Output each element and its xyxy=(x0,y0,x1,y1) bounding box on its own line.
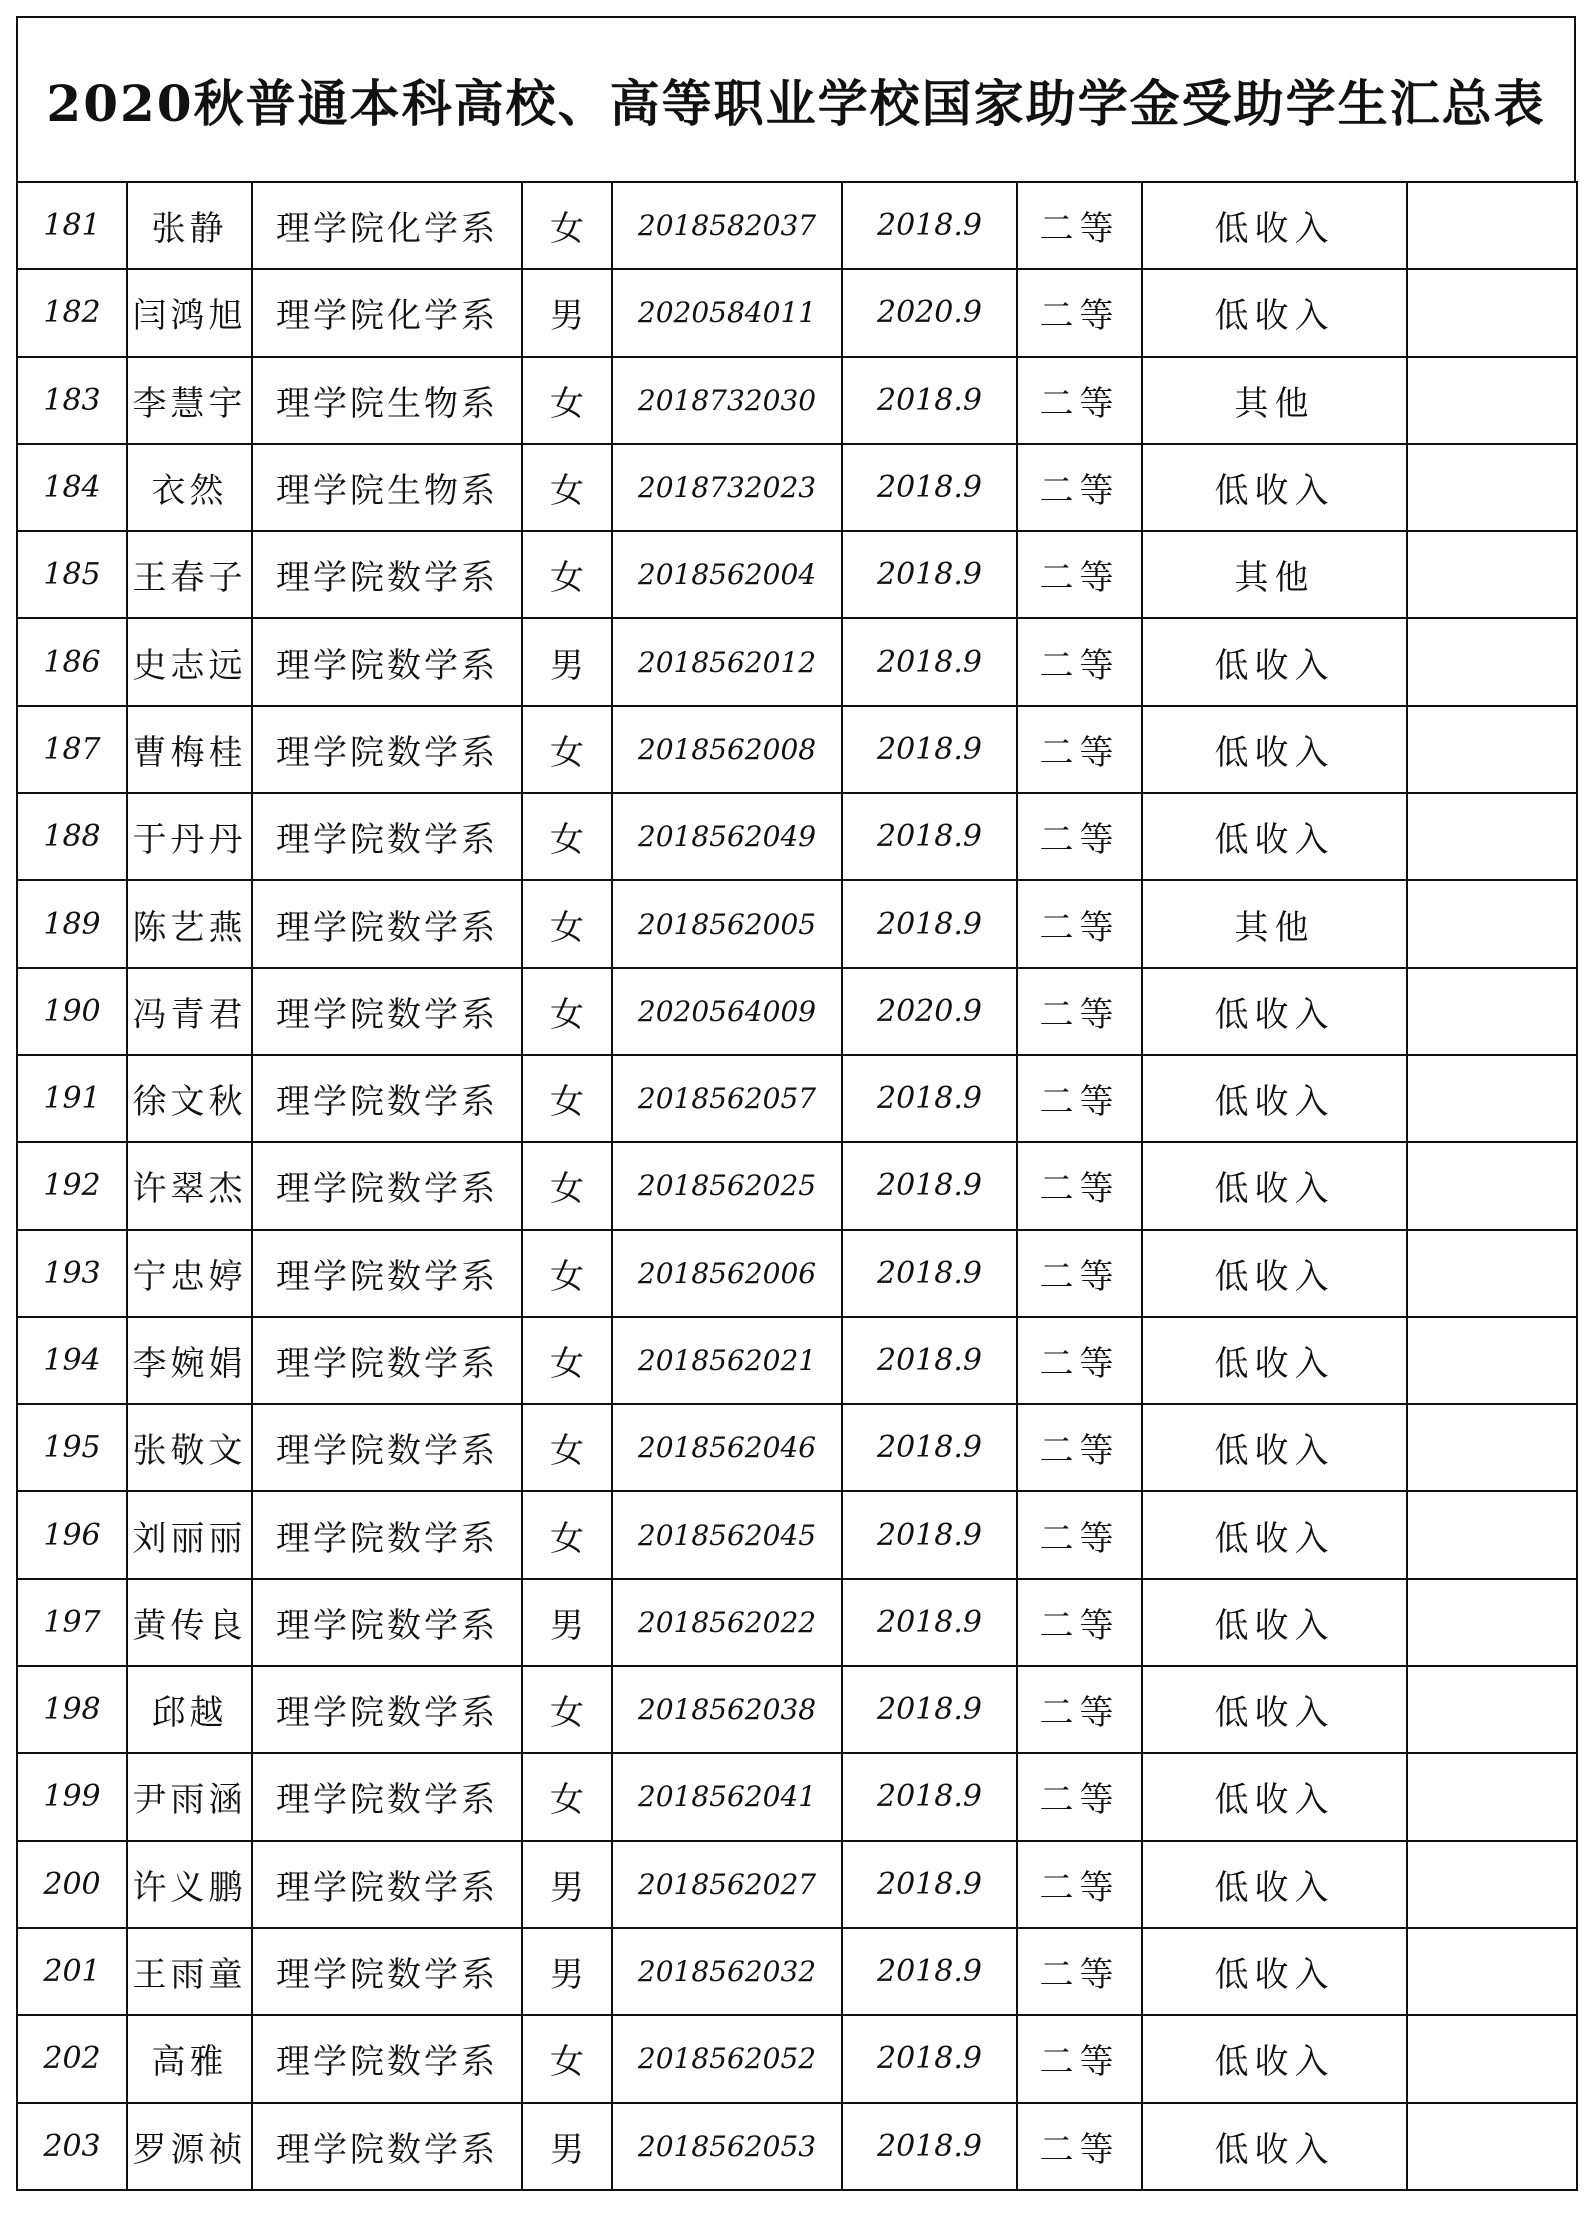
remarks-cell xyxy=(1407,444,1577,531)
document-title: 2020秋普通本科高校、高等职业学校国家助学金受助学生汇总表 xyxy=(46,73,1546,133)
enrollment-year-cell: 2018.9 xyxy=(842,1579,1017,1666)
enrollment-year-cell: 2018.9 xyxy=(842,1317,1017,1404)
remarks-cell xyxy=(1407,706,1577,793)
student-name-cell: 冯青君 xyxy=(127,968,252,1055)
row-number-cell: 187 xyxy=(17,706,127,793)
department-cell: 理学院生物系 xyxy=(252,444,522,531)
gender-cell: 女 xyxy=(522,1317,612,1404)
remarks-cell xyxy=(1407,1404,1577,1491)
department-cell: 理学院生物系 xyxy=(252,357,522,444)
gender-cell: 女 xyxy=(522,968,612,1055)
table-row xyxy=(17,1142,1577,1229)
student-name-cell: 宁忠婷 xyxy=(127,1230,252,1317)
department-cell: 理学院数学系 xyxy=(252,1928,522,2015)
enrollment-year-cell: 2018.9 xyxy=(842,182,1017,269)
gender-cell: 女 xyxy=(522,1753,612,1840)
gender-cell: 男 xyxy=(522,269,612,356)
row-number-cell: 203 xyxy=(17,2103,127,2190)
remarks-cell xyxy=(1407,2103,1577,2190)
row-number-cell: 191 xyxy=(17,1055,127,1142)
table-row xyxy=(17,1753,1577,1840)
row-number-cell: 198 xyxy=(17,1666,127,1753)
aid-type-cell: 低收入 xyxy=(1142,1841,1407,1928)
enrollment-year-cell: 2018.9 xyxy=(842,444,1017,531)
gender-cell: 男 xyxy=(522,618,612,705)
student-name-cell: 刘丽丽 xyxy=(127,1491,252,1578)
enrollment-year-cell: 2018.9 xyxy=(842,1928,1017,2015)
aid-grade-cell: 二等 xyxy=(1017,1753,1142,1840)
student-id-cell: 2018562053 xyxy=(612,2103,842,2190)
table-row xyxy=(17,706,1577,793)
student-name-cell: 史志远 xyxy=(127,618,252,705)
aid-grade-cell: 二等 xyxy=(1017,968,1142,1055)
student-name-cell: 高雅 xyxy=(127,2015,252,2102)
student-id-cell: 2018562025 xyxy=(612,1142,842,1229)
aid-grade-cell: 二等 xyxy=(1017,1841,1142,1928)
gender-cell: 男 xyxy=(522,1841,612,1928)
table-row xyxy=(17,1579,1577,1666)
aid-grade-cell: 二等 xyxy=(1017,2103,1142,2190)
aid-grade-cell: 二等 xyxy=(1017,880,1142,967)
gender-cell: 男 xyxy=(522,2103,612,2190)
student-name-cell: 于丹丹 xyxy=(127,793,252,880)
student-name-cell: 徐文秋 xyxy=(127,1055,252,1142)
student-id-cell: 2018732030 xyxy=(612,357,842,444)
student-id-cell: 2018732023 xyxy=(612,444,842,531)
aid-grade-cell: 二等 xyxy=(1017,1230,1142,1317)
department-cell: 理学院数学系 xyxy=(252,1404,522,1491)
student-id-cell: 2018562027 xyxy=(612,1841,842,1928)
student-name-cell: 陈艺燕 xyxy=(127,880,252,967)
enrollment-year-cell: 2018.9 xyxy=(842,1142,1017,1229)
student-name-cell: 许翠杰 xyxy=(127,1142,252,1229)
department-cell: 理学院数学系 xyxy=(252,1142,522,1229)
remarks-cell xyxy=(1407,2015,1577,2102)
student-id-cell: 2018562022 xyxy=(612,1579,842,1666)
aid-type-cell: 低收入 xyxy=(1142,968,1407,1055)
enrollment-year-cell: 2018.9 xyxy=(842,706,1017,793)
student-id-cell: 2018562052 xyxy=(612,2015,842,2102)
aid-grade-cell: 二等 xyxy=(1017,269,1142,356)
department-cell: 理学院数学系 xyxy=(252,1055,522,1142)
student-id-cell: 2018562046 xyxy=(612,1404,842,1491)
department-cell: 理学院化学系 xyxy=(252,269,522,356)
remarks-cell xyxy=(1407,357,1577,444)
table-row xyxy=(17,1928,1577,2015)
remarks-cell xyxy=(1407,269,1577,356)
student-id-cell: 2018562045 xyxy=(612,1491,842,1578)
aid-type-cell: 低收入 xyxy=(1142,793,1407,880)
student-name-cell: 李慧宇 xyxy=(127,357,252,444)
enrollment-year-cell: 2018.9 xyxy=(842,1491,1017,1578)
aid-grade-cell: 二等 xyxy=(1017,182,1142,269)
department-cell: 理学院数学系 xyxy=(252,1491,522,1578)
gender-cell: 女 xyxy=(522,1404,612,1491)
student-name-cell: 许义鹏 xyxy=(127,1841,252,1928)
student-id-cell: 2018562041 xyxy=(612,1753,842,1840)
table-row xyxy=(17,182,1577,269)
remarks-cell xyxy=(1407,1753,1577,1840)
department-cell: 理学院数学系 xyxy=(252,1841,522,1928)
gender-cell: 女 xyxy=(522,793,612,880)
table-body xyxy=(17,182,1577,2190)
table-row xyxy=(17,444,1577,531)
gender-cell: 女 xyxy=(522,1491,612,1578)
student-name-cell: 闫鸿旭 xyxy=(127,269,252,356)
row-number-cell: 192 xyxy=(17,1142,127,1229)
aid-grade-cell: 二等 xyxy=(1017,793,1142,880)
table-row xyxy=(17,793,1577,880)
table-row xyxy=(17,2015,1577,2102)
department-cell: 理学院数学系 xyxy=(252,1753,522,1840)
aid-type-cell: 低收入 xyxy=(1142,182,1407,269)
title-box xyxy=(16,16,1576,181)
student-name-cell: 李婉娟 xyxy=(127,1317,252,1404)
gender-cell: 女 xyxy=(522,444,612,531)
gender-cell: 女 xyxy=(522,531,612,618)
student-id-cell: 2018562032 xyxy=(612,1928,842,2015)
row-number-cell: 197 xyxy=(17,1579,127,1666)
department-cell: 理学院数学系 xyxy=(252,968,522,1055)
aid-grade-cell: 二等 xyxy=(1017,531,1142,618)
enrollment-year-cell: 2018.9 xyxy=(842,1230,1017,1317)
department-cell: 理学院数学系 xyxy=(252,618,522,705)
aid-type-cell: 低收入 xyxy=(1142,1666,1407,1753)
recipients-table xyxy=(16,181,1578,2191)
student-id-cell: 2018582037 xyxy=(612,182,842,269)
gender-cell: 女 xyxy=(522,357,612,444)
aid-type-cell: 低收入 xyxy=(1142,1055,1407,1142)
table-row xyxy=(17,357,1577,444)
row-number-cell: 188 xyxy=(17,793,127,880)
student-id-cell: 2018562012 xyxy=(612,618,842,705)
table-row xyxy=(17,1404,1577,1491)
remarks-cell xyxy=(1407,1666,1577,1753)
table-row xyxy=(17,880,1577,967)
aid-grade-cell: 二等 xyxy=(1017,1404,1142,1491)
enrollment-year-cell: 2018.9 xyxy=(842,1055,1017,1142)
remarks-cell xyxy=(1407,1317,1577,1404)
department-cell: 理学院数学系 xyxy=(252,793,522,880)
gender-cell: 男 xyxy=(522,1928,612,2015)
enrollment-year-cell: 2018.9 xyxy=(842,357,1017,444)
department-cell: 理学院化学系 xyxy=(252,182,522,269)
aid-grade-cell: 二等 xyxy=(1017,618,1142,705)
remarks-cell xyxy=(1407,531,1577,618)
remarks-cell xyxy=(1407,880,1577,967)
aid-type-cell: 低收入 xyxy=(1142,706,1407,793)
aid-type-cell: 低收入 xyxy=(1142,1753,1407,1840)
aid-type-cell: 低收入 xyxy=(1142,1928,1407,2015)
department-cell: 理学院数学系 xyxy=(252,2103,522,2190)
aid-grade-cell: 二等 xyxy=(1017,1491,1142,1578)
aid-type-cell: 其他 xyxy=(1142,357,1407,444)
student-id-cell: 2018562005 xyxy=(612,880,842,967)
aid-grade-cell: 二等 xyxy=(1017,2015,1142,2102)
student-id-cell: 2018562049 xyxy=(612,793,842,880)
table-row xyxy=(17,1841,1577,1928)
student-name-cell: 王雨童 xyxy=(127,1928,252,2015)
student-id-cell: 2018562057 xyxy=(612,1055,842,1142)
table-row xyxy=(17,1055,1577,1142)
student-name-cell: 张静 xyxy=(127,182,252,269)
row-number-cell: 193 xyxy=(17,1230,127,1317)
row-number-cell: 202 xyxy=(17,2015,127,2102)
document-sheet xyxy=(16,16,1576,2191)
enrollment-year-cell: 2020.9 xyxy=(842,269,1017,356)
row-number-cell: 185 xyxy=(17,531,127,618)
aid-type-cell: 低收入 xyxy=(1142,2103,1407,2190)
gender-cell: 女 xyxy=(522,1230,612,1317)
remarks-cell xyxy=(1407,1491,1577,1578)
student-name-cell: 曹梅桂 xyxy=(127,706,252,793)
student-name-cell: 罗源祯 xyxy=(127,2103,252,2190)
remarks-cell xyxy=(1407,182,1577,269)
department-cell: 理学院数学系 xyxy=(252,1579,522,1666)
department-cell: 理学院数学系 xyxy=(252,706,522,793)
row-number-cell: 182 xyxy=(17,269,127,356)
remarks-cell xyxy=(1407,1579,1577,1666)
remarks-cell xyxy=(1407,1055,1577,1142)
remarks-cell xyxy=(1407,618,1577,705)
aid-grade-cell: 二等 xyxy=(1017,1142,1142,1229)
enrollment-year-cell: 2018.9 xyxy=(842,531,1017,618)
table-row xyxy=(17,1230,1577,1317)
aid-type-cell: 低收入 xyxy=(1142,1142,1407,1229)
row-number-cell: 196 xyxy=(17,1491,127,1578)
aid-grade-cell: 二等 xyxy=(1017,444,1142,531)
table-row xyxy=(17,2103,1577,2190)
remarks-cell xyxy=(1407,1928,1577,2015)
enrollment-year-cell: 2018.9 xyxy=(842,1404,1017,1491)
department-cell: 理学院数学系 xyxy=(252,1317,522,1404)
enrollment-year-cell: 2018.9 xyxy=(842,2103,1017,2190)
gender-cell: 男 xyxy=(522,1579,612,1666)
aid-type-cell: 低收入 xyxy=(1142,2015,1407,2102)
aid-type-cell: 低收入 xyxy=(1142,1579,1407,1666)
student-id-cell: 2018562006 xyxy=(612,1230,842,1317)
table-row xyxy=(17,968,1577,1055)
remarks-cell xyxy=(1407,968,1577,1055)
aid-type-cell: 低收入 xyxy=(1142,269,1407,356)
enrollment-year-cell: 2018.9 xyxy=(842,880,1017,967)
aid-type-cell: 其他 xyxy=(1142,880,1407,967)
enrollment-year-cell: 2020.9 xyxy=(842,968,1017,1055)
enrollment-year-cell: 2018.9 xyxy=(842,618,1017,705)
row-number-cell: 190 xyxy=(17,968,127,1055)
remarks-cell xyxy=(1407,1142,1577,1229)
student-name-cell: 尹雨涵 xyxy=(127,1753,252,1840)
aid-grade-cell: 二等 xyxy=(1017,1579,1142,1666)
student-id-cell: 2020564009 xyxy=(612,968,842,1055)
student-name-cell: 黄传良 xyxy=(127,1579,252,1666)
aid-grade-cell: 二等 xyxy=(1017,1055,1142,1142)
aid-type-cell: 低收入 xyxy=(1142,618,1407,705)
enrollment-year-cell: 2018.9 xyxy=(842,1753,1017,1840)
aid-type-cell: 低收入 xyxy=(1142,1230,1407,1317)
aid-grade-cell: 二等 xyxy=(1017,357,1142,444)
aid-type-cell: 低收入 xyxy=(1142,444,1407,531)
table-row xyxy=(17,618,1577,705)
aid-grade-cell: 二等 xyxy=(1017,706,1142,793)
gender-cell: 女 xyxy=(522,1055,612,1142)
department-cell: 理学院数学系 xyxy=(252,1666,522,1753)
aid-type-cell: 其他 xyxy=(1142,531,1407,618)
student-name-cell: 衣然 xyxy=(127,444,252,531)
row-number-cell: 195 xyxy=(17,1404,127,1491)
table-row xyxy=(17,1317,1577,1404)
aid-type-cell: 低收入 xyxy=(1142,1404,1407,1491)
table-row xyxy=(17,269,1577,356)
gender-cell: 女 xyxy=(522,880,612,967)
gender-cell: 女 xyxy=(522,1142,612,1229)
gender-cell: 女 xyxy=(522,2015,612,2102)
gender-cell: 女 xyxy=(522,182,612,269)
aid-type-cell: 低收入 xyxy=(1142,1317,1407,1404)
student-id-cell: 2018562038 xyxy=(612,1666,842,1753)
student-name-cell: 邱越 xyxy=(127,1666,252,1753)
aid-grade-cell: 二等 xyxy=(1017,1928,1142,2015)
row-number-cell: 189 xyxy=(17,880,127,967)
aid-type-cell: 低收入 xyxy=(1142,1491,1407,1578)
enrollment-year-cell: 2018.9 xyxy=(842,1666,1017,1753)
student-name-cell: 王春子 xyxy=(127,531,252,618)
department-cell: 理学院数学系 xyxy=(252,531,522,618)
row-number-cell: 200 xyxy=(17,1841,127,1928)
remarks-cell xyxy=(1407,1841,1577,1928)
row-number-cell: 199 xyxy=(17,1753,127,1840)
row-number-cell: 186 xyxy=(17,618,127,705)
student-id-cell: 2018562004 xyxy=(612,531,842,618)
gender-cell: 女 xyxy=(522,1666,612,1753)
row-number-cell: 184 xyxy=(17,444,127,531)
department-cell: 理学院数学系 xyxy=(252,2015,522,2102)
row-number-cell: 201 xyxy=(17,1928,127,2015)
table-row xyxy=(17,1491,1577,1578)
department-cell: 理学院数学系 xyxy=(252,1230,522,1317)
student-name-cell: 张敬文 xyxy=(127,1404,252,1491)
student-id-cell: 2018562021 xyxy=(612,1317,842,1404)
remarks-cell xyxy=(1407,1230,1577,1317)
row-number-cell: 194 xyxy=(17,1317,127,1404)
remarks-cell xyxy=(1407,793,1577,880)
enrollment-year-cell: 2018.9 xyxy=(842,2015,1017,2102)
aid-grade-cell: 二等 xyxy=(1017,1666,1142,1753)
aid-grade-cell: 二等 xyxy=(1017,1317,1142,1404)
table-row xyxy=(17,531,1577,618)
department-cell: 理学院数学系 xyxy=(252,880,522,967)
gender-cell: 女 xyxy=(522,706,612,793)
student-id-cell: 2018562008 xyxy=(612,706,842,793)
row-number-cell: 183 xyxy=(17,357,127,444)
row-number-cell: 181 xyxy=(17,182,127,269)
student-id-cell: 2020584011 xyxy=(612,269,842,356)
table-row xyxy=(17,1666,1577,1753)
enrollment-year-cell: 2018.9 xyxy=(842,1841,1017,1928)
enrollment-year-cell: 2018.9 xyxy=(842,793,1017,880)
